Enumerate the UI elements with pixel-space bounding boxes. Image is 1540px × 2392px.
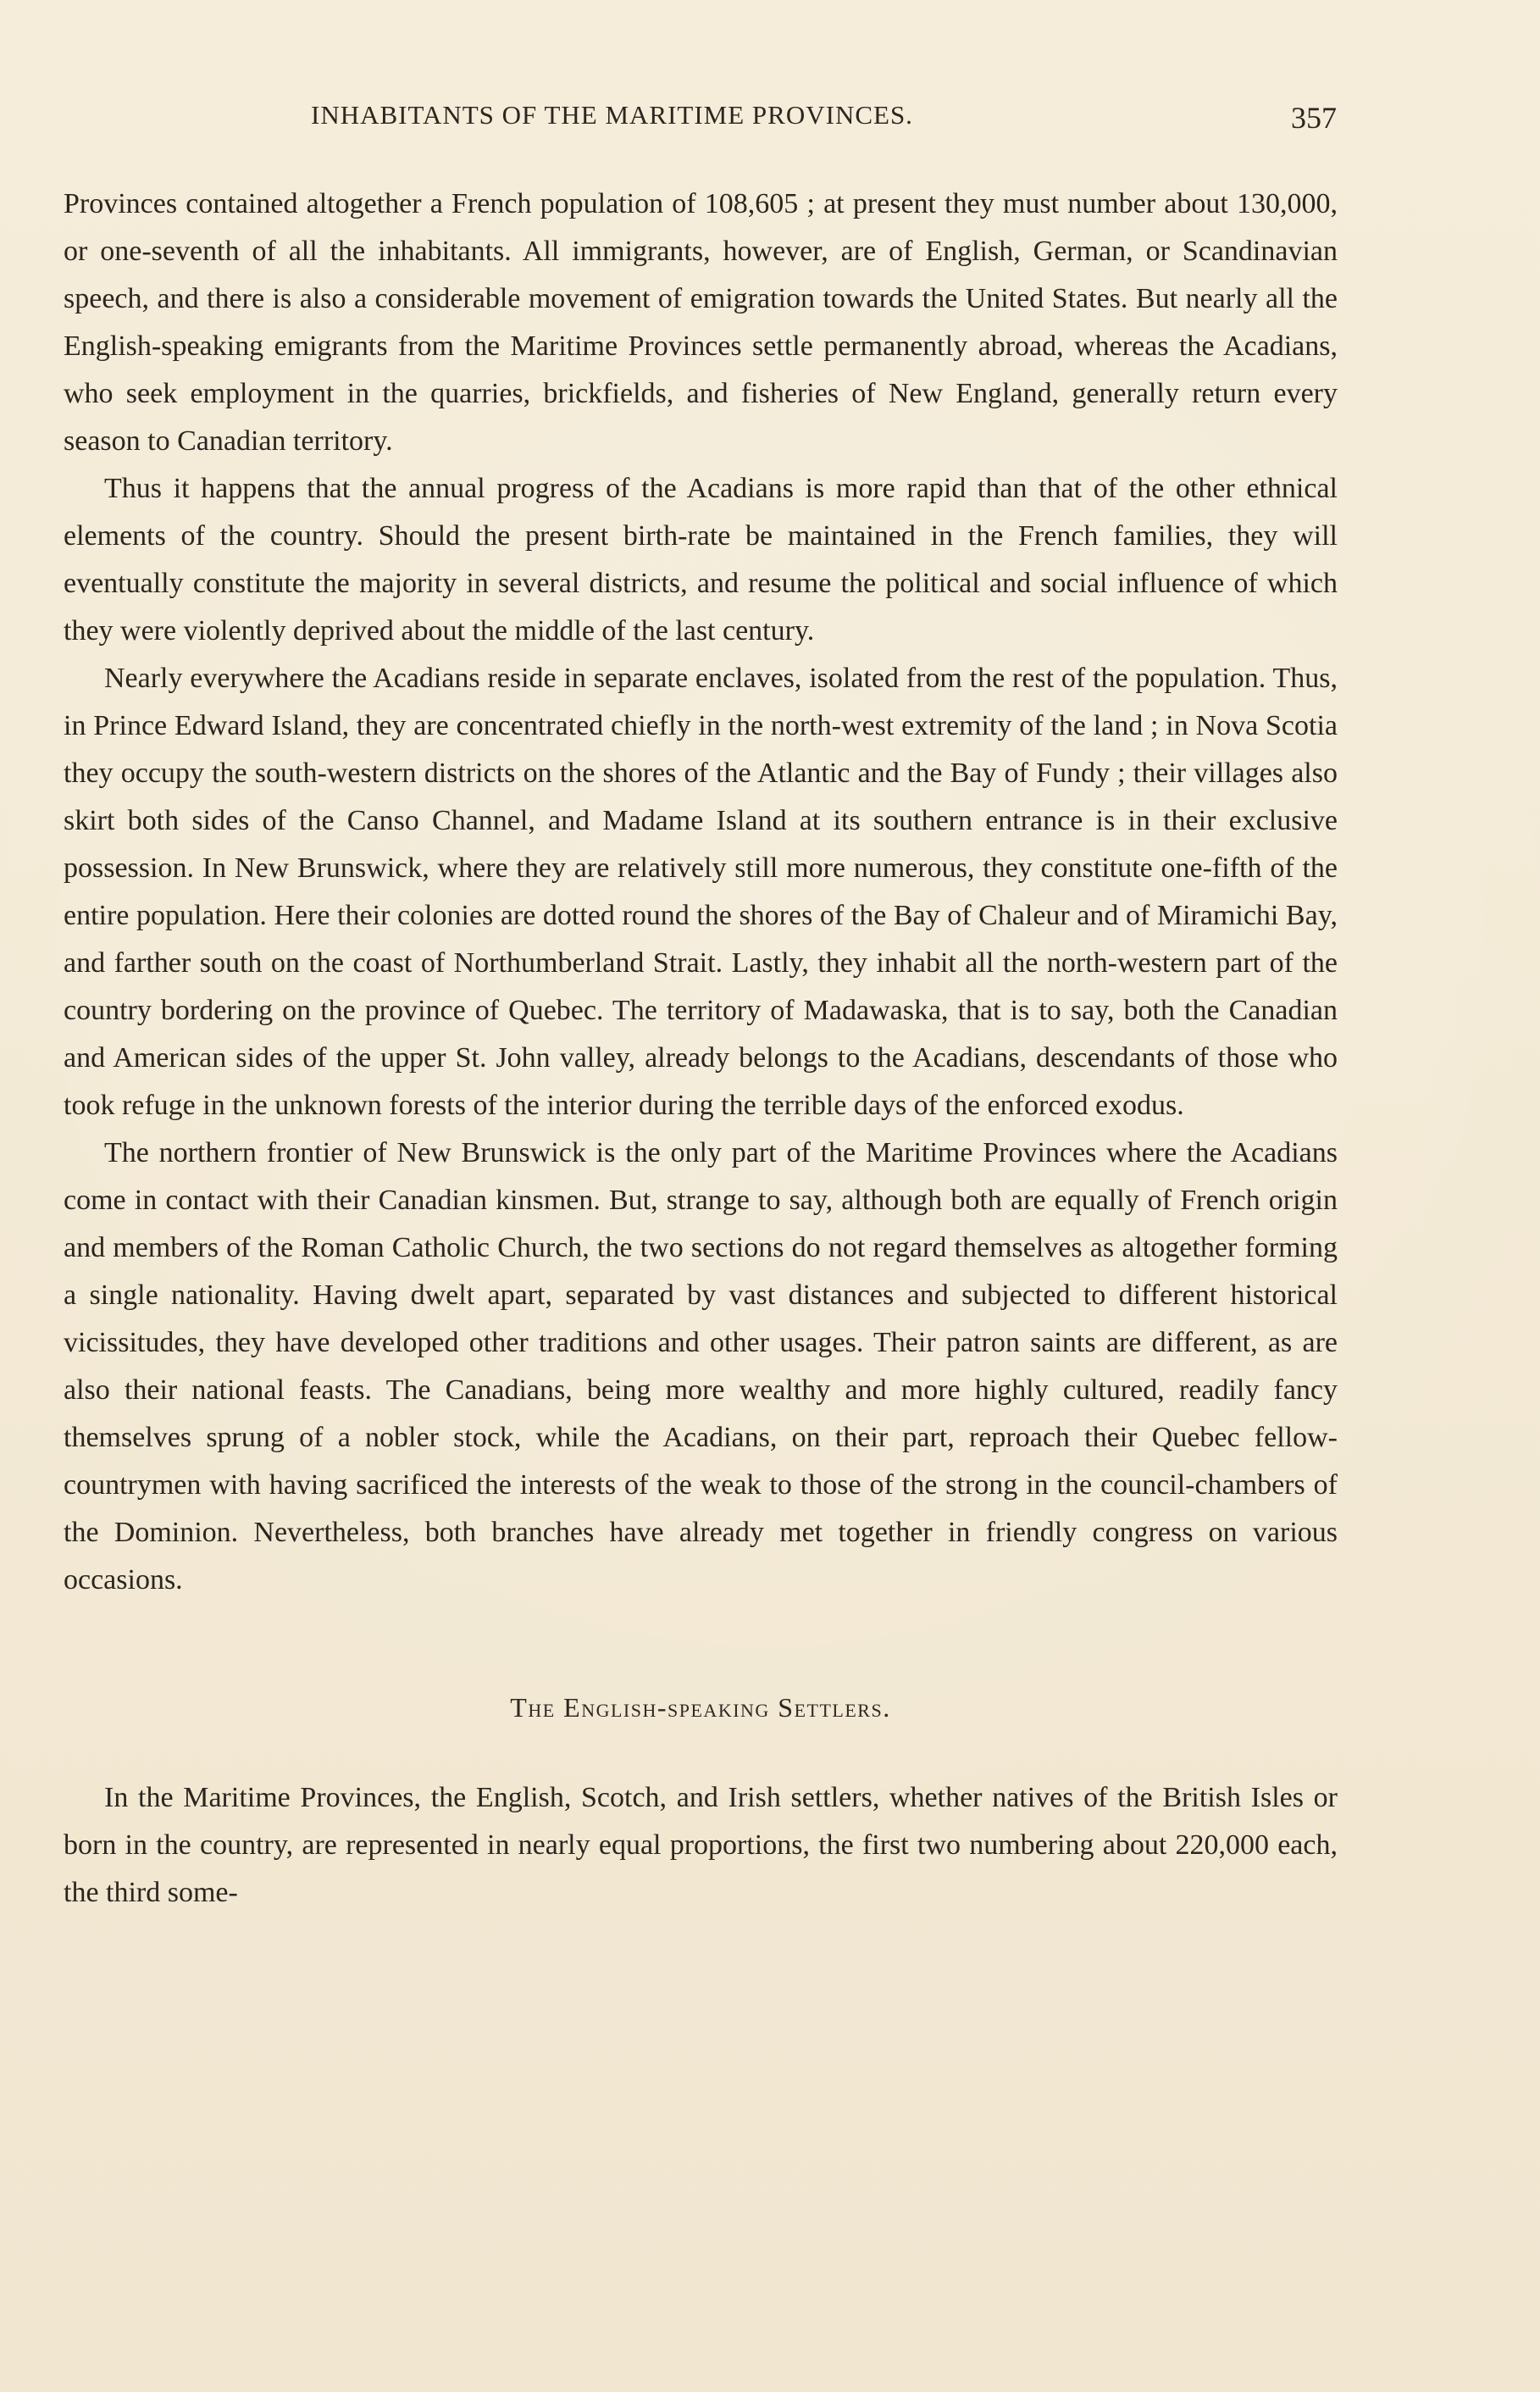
- paragraph-acadian-enclaves: Nearly everywhere the Acadians reside in separate enclaves, isolated from the rest of the population. Thus, in Prince Edward Island, they are concentrated chiefly in the north-west extremity of the land ; in Nova Scotia they occupy the south-western districts on the shores of the Atlantic and the Bay of Fundy ; their villages also skirt both sides of the Canso Channel, and Madame Island at its southern entrance is in their exclusive possession. In New Brunswick, where they are relatively still more numerous, they constitute one-fifth of the entire population. Here their colonies are dotted round the shores of the Bay of Chaleur and of Miramichi Bay, and farther south on the coast of Northumberland Strait. Lastly, they inhabit all the north-western part of the country bordering on the province of Quebec. The territory of Madawaska, that is to say, both the Canadian and American sides of the upper St. John valley, already belongs to the Acadians, descendants of those who took refuge in the unknown forests of the interior during the terrible days of the enforced exodus.: [64, 663, 1338, 1121]
- paragraph-continued: Provinces contained altogether a French population of 108,605 ; at present they must number about 130,000, or one-seventh of all the inhabitants. All immigrants, however, are of English, German, or Scandinavian speech, and there is also a considerable movement of emigration towards the United States. But nearly all the English-speaking emigrants from the Maritime Provinces settle permanently abroad, whereas the Acadians, who seek employment in the quarries, brickfields, and fisheries of New England, generally return every season to Canadian territory.: [64, 188, 1338, 457]
- paragraph-acadian-progress: Thus it happens that the annual progress of the Acadians is more rapid than that of the other ethnical elements of the country. Should the present birth-rate be maintained in the French families, they will eventually constitute the majority in several districts, and resume the political and social influence of which they were violently deprived about the middle of the last century.: [64, 473, 1338, 647]
- page-body: [64, 180, 1338, 1917]
- running-head: [64, 100, 1337, 144]
- running-title: INHABITANTS OF THE MARITIME PROVINCES.: [311, 100, 913, 130]
- paragraph-english-settlers: In the Maritime Provinces, the English, Scotch, and Irish settlers, whether natives of the British Isles or born in the country, are represented in nearly equal proportions, the first two numbering about 220,000 each, the third some-: [64, 1782, 1338, 1908]
- paragraph-canadian-kinsmen: The northern frontier of New Brunswick is the only part of the Maritime Provinces where the Acadians come in contact with their Canadian kinsmen. But, strange to say, although both are equally of French origin and members of the Roman Catholic Church, the two sections do not regard themselves as altogether forming a single nationality. Having dwelt apart, separated by vast distances and subjected to different historical vicissitudes, they have developed other traditions and other usages. Their patron saints are different, as are also their national feasts. The Canadians, being more wealthy and more highly cultured, readily fancy themselves sprung of a nobler stock, while the Acadians, on their part, reproach their Quebec fellow-countrymen with having sacrificed the interests of the weak to those of the strong in the council-chambers of the Dominion. Nevertheless, both branches have already met together in friendly congress on various occasions.: [64, 1137, 1338, 1596]
- page-number: 357: [1291, 101, 1337, 135]
- section-heading: The English-speaking Settlers.: [510, 1692, 891, 1723]
